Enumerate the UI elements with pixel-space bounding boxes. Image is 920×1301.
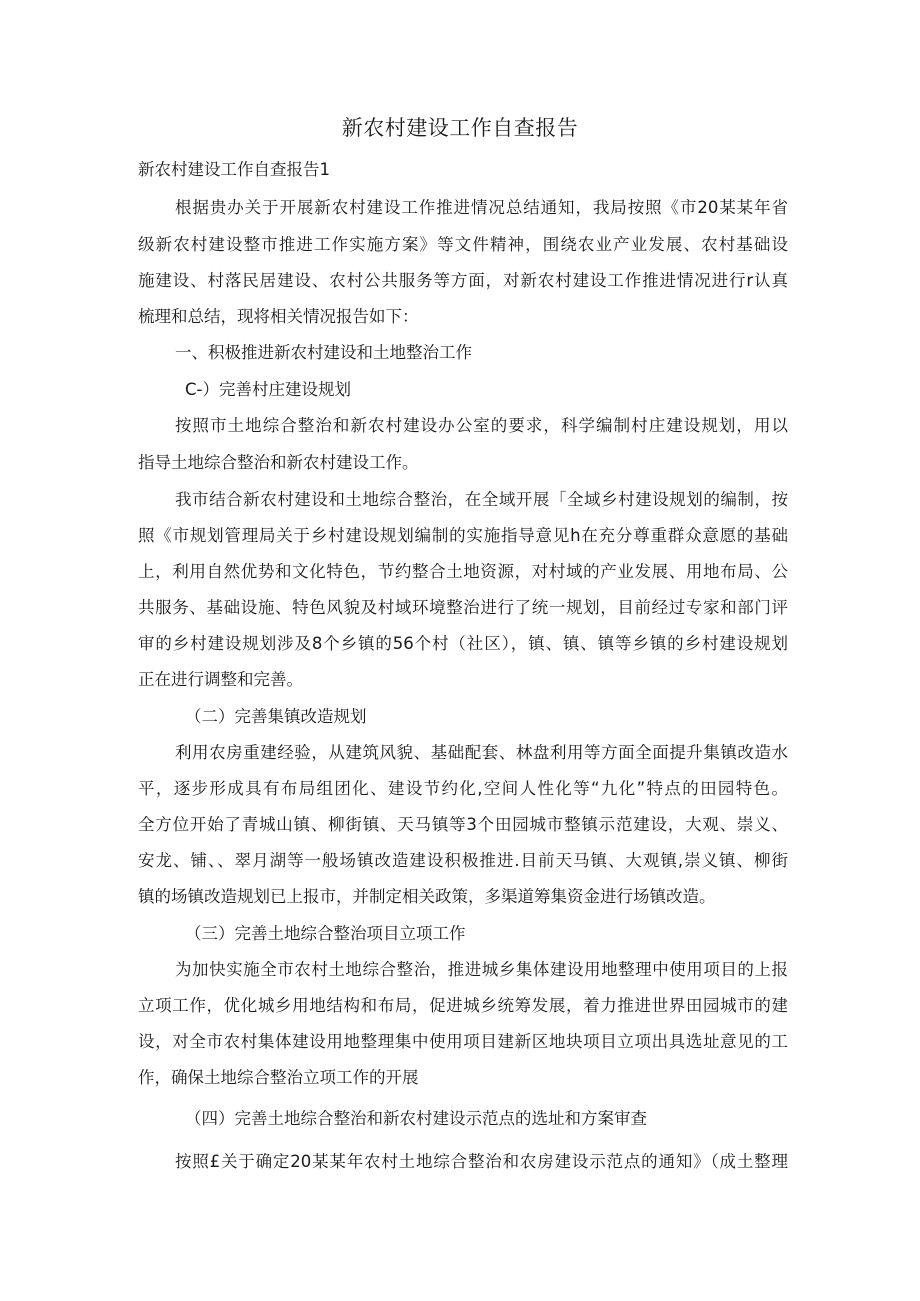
paragraph-line: 按照£关于确定20某某年农村土地综合整治和农房建设示范点的通知》（成土整理 — [175, 1152, 788, 1171]
paragraph-line: 镇的场镇改造规划已上报市，并制定相关政策，多渠道筹集资金进行场镇改造。 — [138, 887, 716, 906]
paragraph-line: 共服务、基础设施、特色风貌及村域环境整治进行了统一规划，目前经过专家和部门评 — [138, 598, 788, 617]
subsection-heading: C-）完善村庄建设规划 — [185, 380, 351, 399]
paragraph-line: 按照市土地综合整治和新农村建设办公室的要求，科学编制村庄建设规划，用以 — [175, 416, 788, 435]
paragraph-line: 立项工作，优化城乡用地结构和布局，促进城乡统筹发展，着力推进世界田园城市的建 — [138, 996, 788, 1015]
subsection-heading: （四）完善土地综合整治和新农村建设示范点的选址和方案审查 — [185, 1109, 647, 1128]
document-title: 新农村建设工作自查报告 — [341, 116, 579, 140]
paragraph-line: 施建设、村落民居建设、农村公共服务等方面，对新农村建设工作推进情况进行r认真 — [138, 271, 788, 290]
paragraph-line: 照《市规划管理局关于乡村建设规划编制的实施指导意见h在充分尊重群众意愿的基础 — [138, 526, 788, 545]
paragraph-line: 利用农房重建经验，从建筑风貌、基础配套、林盘利用等方面全面提升集镇改造水 — [175, 743, 788, 762]
paragraph-line: 级新农村建设整市推进工作实施方案》等文件精神，围绕农业产业发展、农村基础设 — [138, 235, 788, 254]
subtitle-line: 新农村建设工作自查报告1 — [138, 160, 330, 179]
section-heading: 一、积极推进新农村建设和土地整治工作 — [175, 343, 472, 362]
paragraph-line: 我市结合新农村建设和土地综合整治，在全域开展「全域乡村建设规划的编制，按 — [175, 490, 788, 509]
paragraph-line: 正在进行调整和完善。 — [138, 670, 303, 689]
paragraph-line: 指导土地综合整治和新农村建设工作。 — [138, 453, 419, 472]
paragraph-line: 审的乡村建设规划涉及8个乡镇的56个村（社区），镇、镇、镇等乡镇的乡村建设规划 — [138, 634, 788, 653]
paragraph-line: 全方位开始了青城山镇、柳街镇、天马镇等3个田园城市整镇示范建设，大观、崇义、 — [138, 815, 788, 834]
paragraph-line: 平，逐步形成具有布局组团化、建设节约化,空间人性化等“九化”特点的田园特色。 — [138, 779, 788, 798]
subsection-heading: （二）完善集镇改造规划 — [185, 707, 367, 726]
paragraph-line: 上，利用自然优势和文化特色，节约整合土地资源，对村域的产业发展、用地布局、公 — [138, 562, 788, 581]
paragraph-line: 设，对全市农村集体建设用地整理集中使用项目建新区地块项目立项出具选址意见的工 — [138, 1032, 788, 1051]
paragraph-line: 梳理和总结，现将相关情况报告如下： — [138, 307, 419, 326]
subsection-heading: （三）完善土地综合整治项目立项工作 — [185, 924, 466, 943]
paragraph-line: 根据贵办关于开展新农村建设工作推进情况总结通知，我局按照《市20某某年省 — [175, 198, 788, 217]
paragraph-line: 安龙、铺、、翠月湖等一般场镇改造建设积极推进.目前天马镇、大观镇,崇义镇、柳街 — [138, 851, 788, 870]
paragraph-line: 作，确保土地综合整治立项工作的开展 — [138, 1068, 419, 1087]
paragraph-line: 为加快实施全市农村土地综合整治，推进城乡集体建设用地整理中使用项目的上报 — [175, 960, 788, 979]
